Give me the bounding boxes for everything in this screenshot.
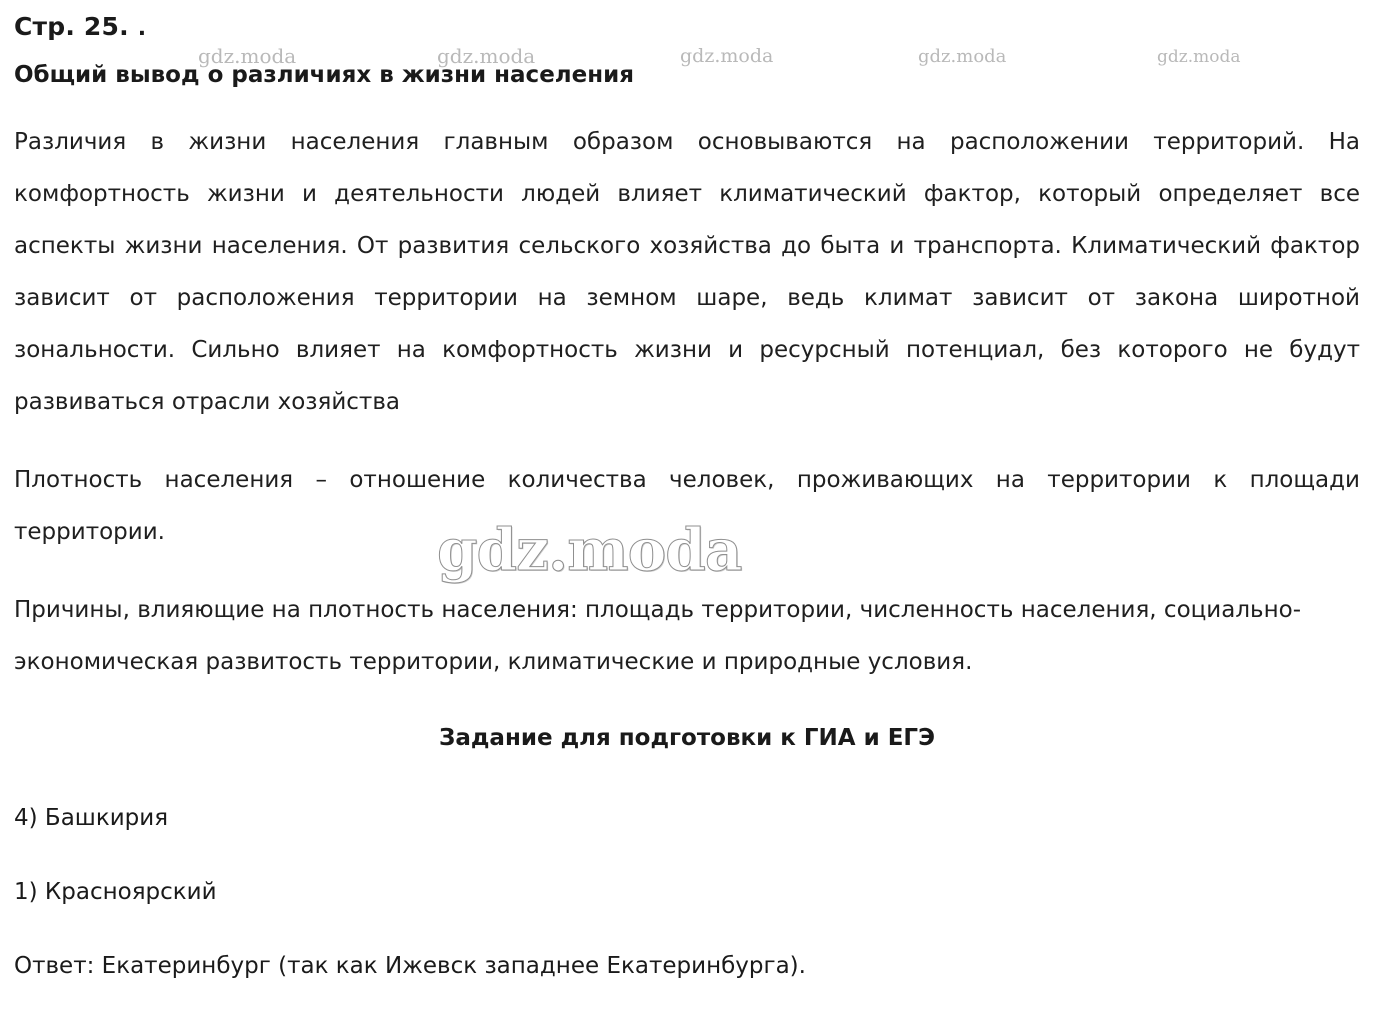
watermark-small-1: gdz.moda: [198, 44, 297, 68]
section-heading: Общий вывод о различиях в жизни населения: [14, 62, 635, 88]
paragraph-2: Плотность населения – отношение количества человек, проживающих на территории к площади территории.: [14, 467, 1360, 545]
page-number-suffix: .: [137, 16, 147, 41]
page-number-text: Стр. 25.: [14, 12, 129, 41]
watermark-large: gdz.moda: [437, 516, 742, 584]
page-number-label: [14, 10, 1360, 46]
task-heading: Задание для подготовки к ГИА и ЕГЭ: [439, 725, 935, 751]
answer-line-1: 4) Башкирия: [14, 805, 169, 831]
watermark-small-4: gdz.moda: [918, 46, 1007, 67]
watermark-small-5: gdz.moda: [1157, 47, 1241, 67]
watermark-small-2: gdz.moda: [437, 44, 536, 68]
answer-line-2: 1) Красноярский: [14, 879, 217, 905]
paragraph-1: Различия в жизни населения главным образом основываются на расположении территорий. На комфортность жизни и деятельности людей влияет климатический фактор, который определяет все аспекты жизни населения. От развития сельского хозяйства до быта и транспорта. Климатический фактор зависит от расположения территории на земном шаре, ведь климат зависит от закона широтной зональности. Сильно влияет на комфортность жизни и ресурсный потенциал, без которого не будут развиваться отрасли хозяйства: [14, 129, 1360, 415]
watermark-small-3: gdz.moda: [680, 45, 774, 67]
paragraph-3: Причины, влияющие на плотность населения: площадь территории, численность населения, социально-экономическая развитость территории, климатические и природные условия.: [14, 597, 1302, 675]
answer-line-3: Ответ: Екатеринбург (так как Ижевск западнее Екатеринбурга).: [14, 953, 806, 979]
